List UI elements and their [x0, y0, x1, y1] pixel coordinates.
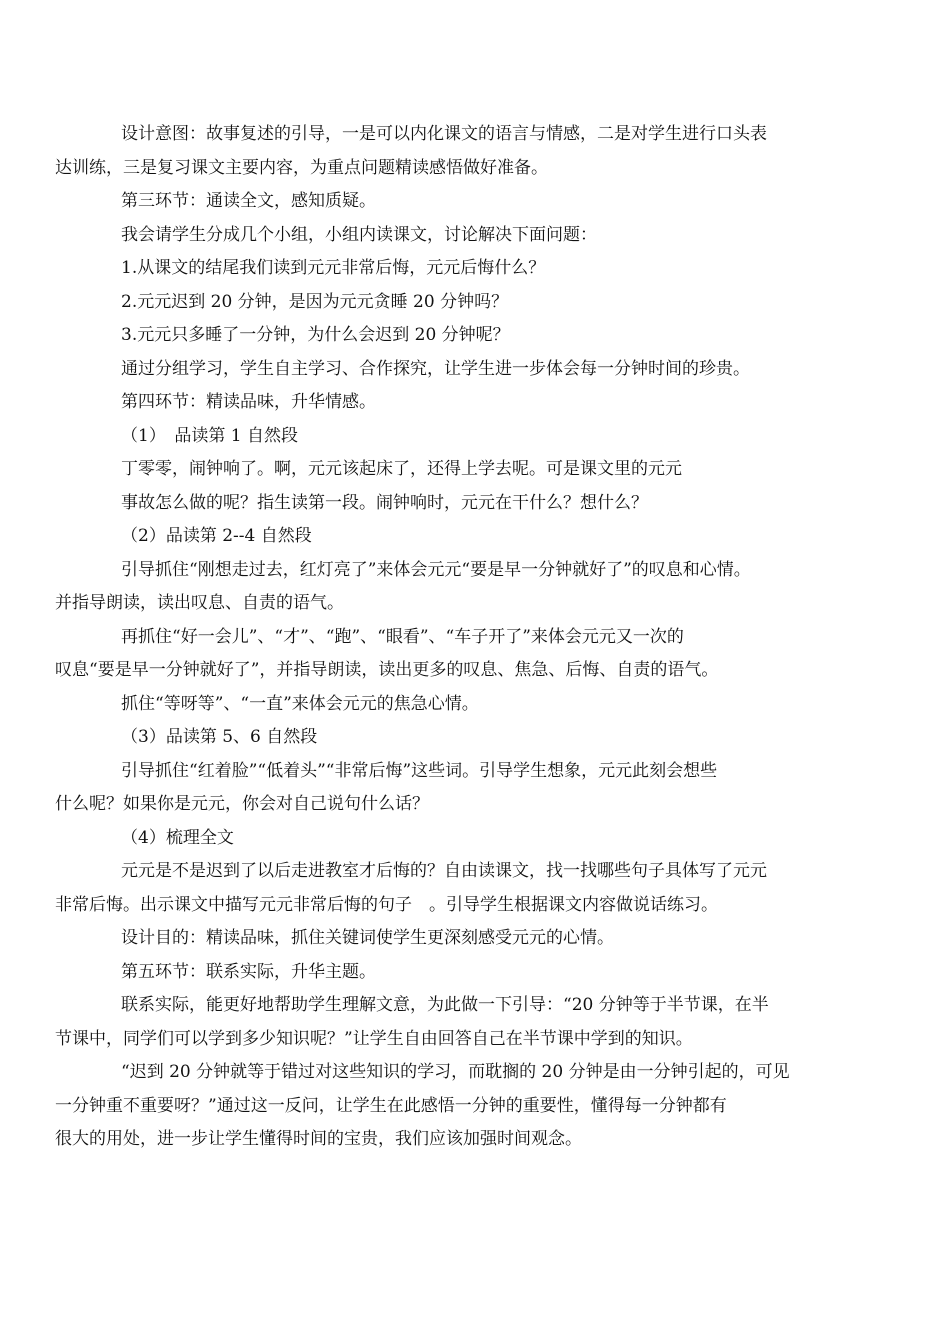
paragraph-real-life — [55, 989, 860, 1056]
text-line: 我会请学生分成几个小组，小组内读课文，讨论解决下面问题： — [121, 224, 597, 245]
text-line: 设计目的：精读品味，抓住关键词使学生更深刻感受元元的心情。 — [121, 928, 614, 948]
subheading-read-paragraph-1 — [88, 420, 860, 454]
text-line: 引导抓住“刚想走过去，红灯亮了”来体会元元“要是早一分钟就好了”的叹息和心情。 — [121, 559, 751, 580]
text-line: 第四环节：精读品味，升华情感。 — [121, 392, 376, 412]
text-line: 丁零零，闹钟响了。啊，元元该起床了，还得上学去呢。可是课文里的元元 — [121, 459, 682, 479]
text-line: （3）品读第 5、6 自然段 — [121, 727, 318, 747]
paragraph-group-discussion — [88, 219, 860, 253]
text-line: 达训练，三是复习课文主要内容，为重点问题精读感悟做好准备。 — [55, 157, 548, 178]
text-line: 什么呢？如果你是元元，你会对自己说句什么话？ — [55, 794, 429, 814]
paragraph-guided-reading-1 — [88, 487, 860, 521]
text-line: 通过分组学习，学生自主学习、合作探究，让学生进一步体会每一分钟时间的珍贵。 — [121, 358, 750, 379]
text-line: 一分钟重不重要呀？”通过这一反问，让学生在此感悟一分钟的重要性，懂得每一分钟都有 — [55, 1095, 727, 1116]
paragraph-key-words — [55, 621, 860, 688]
section-heading-step-5 — [88, 956, 860, 990]
text-line: 设计意图：故事复述的引导，一是可以内化课文的语言与情感，二是对学生进行口头表 — [121, 124, 767, 144]
text-line: 非常后悔。出示课文中描写元元非常后悔的句子 。引导学生根据课文内容做说话练习。 — [55, 894, 718, 915]
text-line: 3.元元只多睡了一分钟，为什么会迟到 20 分钟呢？ — [121, 325, 510, 345]
text-line: 事故怎么做的呢？指生读第一段。闹钟响时，元元在干什么？想什么？ — [121, 492, 648, 513]
paragraph-regret — [55, 855, 860, 922]
text-line: 1.从课文的结尾我们读到元元非常后悔，元元后悔什么？ — [121, 258, 546, 278]
paragraph-red-face — [55, 755, 860, 822]
text-line: 2.元元迟到 20 分钟，是因为元元贪睡 20 分钟吗？ — [121, 291, 509, 312]
section-heading-step-4 — [88, 386, 860, 420]
text-line: 元元是不是迟到了以后走进教室才后悔的？自由读课文，找一找哪些句子具体写了元元 — [121, 861, 767, 881]
text-line: 叹息“要是早一分钟就好了”，并指导朗读，读出更多的叹息、焦急、后悔、自责的语气。 — [55, 660, 719, 680]
subheading-summarize — [88, 822, 860, 856]
question-3 — [88, 319, 860, 353]
question-1 — [88, 252, 860, 286]
section-heading-step-3 — [88, 185, 860, 219]
text-line: 第五环节：联系实际，升华主题。 — [121, 961, 376, 982]
question-2 — [88, 286, 860, 320]
text-line: 再抓住“好一会儿”、“才”、“跑”、“眼看”、“车子开了”来体会元元又一次的 — [121, 626, 684, 647]
text-line: 引导抓住“红着脸”“低着头”“非常后悔”这些词。引导学生想象，元元此刻会想些 — [121, 760, 718, 781]
subheading-read-paragraph-5-6 — [88, 721, 860, 755]
text-line: （2）品读第 2--4 自然段 — [121, 526, 312, 546]
paragraph-red-light — [55, 554, 860, 621]
text-line: 很大的用处，进一步让学生懂得时间的宝贵，我们应该加强时间观念。 — [55, 1129, 582, 1149]
paragraph-group-learning — [88, 353, 860, 387]
text-line: 并指导朗读，读出叹息、自责的语气。 — [55, 593, 344, 613]
subheading-read-paragraph-2-4 — [88, 520, 860, 554]
text-line: 节课中，同学们可以学到多少知识呢？”让学生自由回答自己在半节课中学到的知识。 — [55, 1028, 693, 1049]
text-line: 联系实际，能更好地帮助学生理解文意，为此做一下引导：“20 分钟等于半节课，在半 — [121, 995, 769, 1015]
text-line: （1） 品读第 1 自然段 — [121, 425, 298, 446]
text-line: 抓住“等呀等”、“一直”来体会元元的焦急心情。 — [121, 693, 479, 714]
paragraph-alarm-clock — [88, 453, 860, 487]
paragraph-conclusion — [55, 1056, 860, 1157]
paragraph-design-intent — [55, 118, 860, 185]
text-line: （4）梳理全文 — [121, 827, 234, 848]
text-line: “迟到 20 分钟就等于错过对这些知识的学习，而耽搁的 20 分钟是由一分钟引起的，可见 — [121, 1062, 790, 1082]
paragraph-waiting — [88, 688, 860, 722]
text-line: 第三环节：通读全文，感知质疑。 — [121, 191, 376, 211]
document-body — [55, 118, 860, 1157]
paragraph-design-purpose — [88, 922, 860, 956]
